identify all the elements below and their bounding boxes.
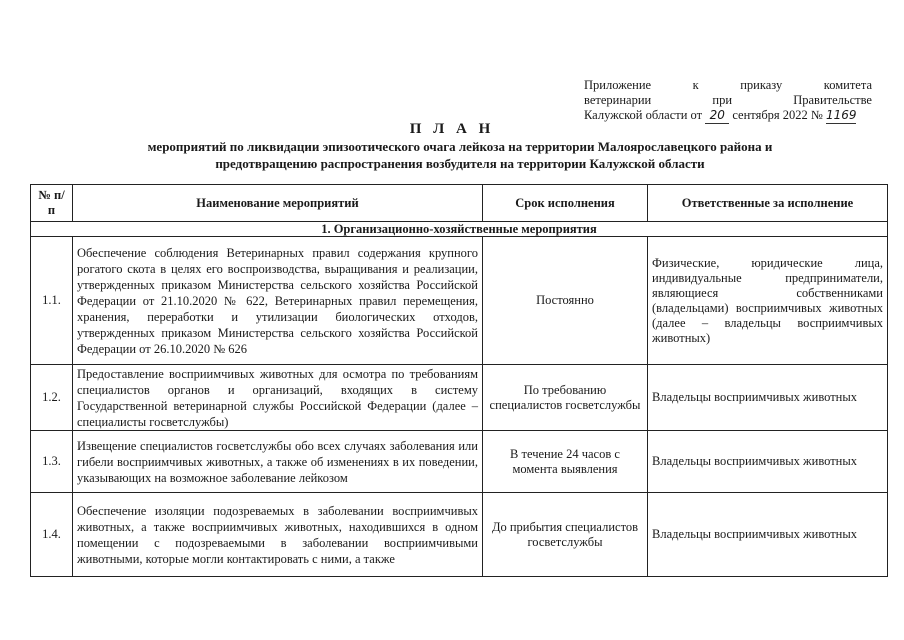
- section-title: 1. Организационно-хозяйственные мероприятия: [31, 222, 888, 237]
- row-term: В течение 24 часов с момента выявления: [483, 431, 648, 493]
- row-resp: Физические, юридические лица, индивидуальные предприниматели, являющиеся собственниками (владельцами) восприимчивых животных (далее – владельцы восприимчивых животных): [648, 237, 888, 365]
- appendix-header: [584, 78, 872, 124]
- appendix-word: комитета: [823, 78, 872, 92]
- row-term: По требованию специалистов госветслужбы: [483, 365, 648, 431]
- row-num: 1.4.: [31, 493, 73, 577]
- header-resp: Ответственные за исполнение: [648, 185, 888, 222]
- header-term: Срок исполнения: [483, 185, 648, 222]
- handwritten-date: 20: [705, 108, 729, 124]
- header-num: № п/п: [31, 185, 73, 222]
- section-row: [31, 222, 888, 237]
- appendix-word: ветеринарии: [584, 93, 652, 107]
- row-term: Постоянно: [483, 237, 648, 365]
- appendix-line-2: [584, 93, 872, 108]
- table-header-row: [31, 185, 888, 222]
- row-num: 1.2.: [31, 365, 73, 431]
- row-name: Обеспечение соблюдения Ветеринарных правил содержания крупного рогатого скота в целях его воспроизводства, выращивания и реализации, утвержденных приказом Министерства сельского хозяйства Российской Федерации от 21.10.2020 № 622, Ветеринарных правил перемещения, хранения, переработки и утилизации биологических отходов, утвержденных приказом Министерства сельского хозяйства Российской Федерации от 26.10.2020 № 626: [73, 237, 483, 365]
- header-name: Наименование мероприятий: [73, 185, 483, 222]
- plan-table: [30, 184, 888, 577]
- row-name: Извещение специалистов госветслужбы обо всех случаях заболевания или гибели восприимчивых животных, а также об изменениях в их поведении, указывающих на возможное заболевание лейкозом: [73, 431, 483, 493]
- table-row: [31, 493, 888, 577]
- row-num: 1.1.: [31, 237, 73, 365]
- appendix-word: Приложение: [584, 78, 652, 92]
- row-term: До прибытия специалистов госветслужбы: [483, 493, 648, 577]
- row-resp: Владельцы восприимчивых животных: [648, 493, 888, 577]
- handwritten-order-number: 1169: [825, 108, 857, 122]
- table-row: [31, 431, 888, 493]
- appendix-date-rest: сентября 2022 №: [732, 108, 823, 122]
- row-resp: Владельцы восприимчивых животных: [648, 365, 888, 431]
- row-name: Предоставление восприимчивых животных для осмотра по требованиям специалистов органов и организаций, входящих в систему Государственной ветеринарной службы Российской Федерации (далее – специалисты госветслужбы): [73, 365, 483, 431]
- plan-title: П Л А Н: [409, 121, 495, 137]
- appendix-line-1: [584, 78, 872, 93]
- appendix-prefix: Калужской области от: [584, 108, 703, 122]
- row-num: 1.3.: [31, 431, 73, 493]
- plan-subtitle: мероприятий по ликвидации эпизоотического очага лейкоза на территории Малоярославецкого района и предотвращению распространения возбудителя на территории Калужской области: [147, 139, 773, 171]
- appendix-word: Правительстве: [793, 93, 872, 107]
- appendix-word: приказу: [740, 78, 783, 92]
- table-row: [31, 237, 888, 365]
- table-row: [31, 365, 888, 431]
- row-resp: Владельцы восприимчивых животных: [648, 431, 888, 493]
- appendix-word: к: [692, 78, 699, 92]
- row-name: Обеспечение изоляции подозреваемых в заболевании восприимчивых животных, а также восприимчивых животных, находившихся в одном помещении с подозреваемыми в заболевании восприимчивыми животными, которые могли контактировать с ними, а также: [73, 493, 483, 577]
- appendix-word: при: [712, 93, 733, 107]
